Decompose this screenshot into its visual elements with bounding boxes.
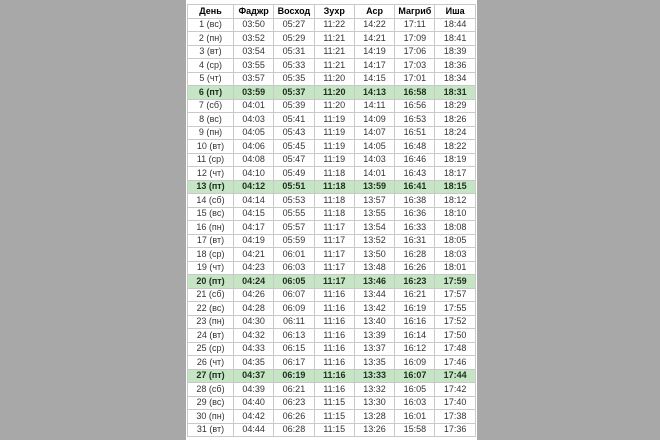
table-row bbox=[188, 72, 476, 86]
time-cell: 13:33 bbox=[354, 369, 394, 383]
time-cell: 18:39 bbox=[435, 45, 475, 59]
time-cell: 04:35 bbox=[234, 356, 274, 370]
column-header-4: Аср bbox=[354, 5, 394, 19]
time-cell: 17:57 bbox=[435, 288, 475, 302]
table-row bbox=[188, 423, 476, 437]
time-cell: 14:09 bbox=[354, 113, 394, 127]
time-cell: 06:07 bbox=[274, 288, 314, 302]
time-cell: 18:05 bbox=[435, 234, 475, 248]
table-row bbox=[188, 18, 476, 32]
time-cell: 18:19 bbox=[435, 153, 475, 167]
table-row bbox=[188, 261, 476, 275]
time-cell: 14:07 bbox=[354, 126, 394, 140]
day-cell: 21 (сб) bbox=[188, 288, 234, 302]
table-row bbox=[188, 99, 476, 113]
time-cell: 05:59 bbox=[274, 234, 314, 248]
time-cell: 11:19 bbox=[314, 113, 354, 127]
day-cell: 14 (сб) bbox=[188, 194, 234, 208]
time-cell: 17:09 bbox=[395, 32, 435, 46]
time-cell: 13:50 bbox=[354, 248, 394, 262]
time-cell: 05:41 bbox=[274, 113, 314, 127]
time-cell: 18:29 bbox=[435, 99, 475, 113]
day-cell: 31 (вт) bbox=[188, 423, 234, 437]
time-cell: 04:39 bbox=[234, 383, 274, 397]
time-cell: 16:05 bbox=[395, 383, 435, 397]
time-cell: 06:21 bbox=[274, 383, 314, 397]
time-cell: 06:11 bbox=[274, 315, 314, 329]
time-cell: 04:15 bbox=[234, 207, 274, 221]
time-cell: 18:15 bbox=[435, 180, 475, 194]
time-cell: 11:17 bbox=[314, 221, 354, 235]
time-cell: 03:54 bbox=[234, 45, 274, 59]
time-cell: 13:26 bbox=[354, 423, 394, 437]
time-cell: 05:35 bbox=[274, 72, 314, 86]
time-cell: 05:27 bbox=[274, 18, 314, 32]
time-cell: 04:37 bbox=[234, 369, 274, 383]
time-cell: 11:19 bbox=[314, 153, 354, 167]
table-row bbox=[188, 167, 476, 181]
time-cell: 06:03 bbox=[274, 261, 314, 275]
day-cell: 20 (пт) bbox=[188, 275, 234, 289]
time-cell: 11:18 bbox=[314, 194, 354, 208]
time-cell: 04:12 bbox=[234, 180, 274, 194]
time-cell: 17:52 bbox=[435, 315, 475, 329]
time-cell: 14:21 bbox=[354, 32, 394, 46]
table-row bbox=[188, 315, 476, 329]
time-cell: 03:57 bbox=[234, 72, 274, 86]
time-cell: 16:14 bbox=[395, 329, 435, 343]
time-cell: 11:15 bbox=[314, 396, 354, 410]
time-cell: 16:19 bbox=[395, 302, 435, 316]
day-cell: 15 (вс) bbox=[188, 207, 234, 221]
table-row bbox=[188, 288, 476, 302]
time-cell: 17:01 bbox=[395, 72, 435, 86]
table-row bbox=[188, 194, 476, 208]
time-cell: 17:36 bbox=[435, 423, 475, 437]
day-cell: 16 (пн) bbox=[188, 221, 234, 235]
time-cell: 04:21 bbox=[234, 248, 274, 262]
time-cell: 17:44 bbox=[435, 369, 475, 383]
time-cell: 13:37 bbox=[354, 342, 394, 356]
time-cell: 04:17 bbox=[234, 221, 274, 235]
time-cell: 18:24 bbox=[435, 126, 475, 140]
time-cell: 16:28 bbox=[395, 248, 435, 262]
time-cell: 11:15 bbox=[314, 410, 354, 424]
day-cell: 30 (пн) bbox=[188, 410, 234, 424]
table-row bbox=[188, 59, 476, 73]
time-cell: 04:44 bbox=[234, 423, 274, 437]
day-cell: 24 (вт) bbox=[188, 329, 234, 343]
time-cell: 04:26 bbox=[234, 288, 274, 302]
table-row bbox=[188, 383, 476, 397]
table-row bbox=[188, 140, 476, 154]
time-cell: 13:55 bbox=[354, 207, 394, 221]
time-cell: 17:50 bbox=[435, 329, 475, 343]
time-cell: 04:14 bbox=[234, 194, 274, 208]
time-cell: 16:56 bbox=[395, 99, 435, 113]
table-header-row bbox=[188, 5, 476, 19]
time-cell: 11:16 bbox=[314, 383, 354, 397]
time-cell: 04:40 bbox=[234, 396, 274, 410]
time-cell: 06:15 bbox=[274, 342, 314, 356]
time-cell: 03:52 bbox=[234, 32, 274, 46]
time-cell: 16:03 bbox=[395, 396, 435, 410]
time-cell: 11:16 bbox=[314, 342, 354, 356]
day-cell: 13 (пт) bbox=[188, 180, 234, 194]
time-cell: 04:32 bbox=[234, 329, 274, 343]
table-row bbox=[188, 302, 476, 316]
day-cell: 12 (чт) bbox=[188, 167, 234, 181]
time-cell: 11:19 bbox=[314, 126, 354, 140]
time-cell: 16:26 bbox=[395, 261, 435, 275]
time-cell: 18:10 bbox=[435, 207, 475, 221]
time-cell: 13:59 bbox=[354, 180, 394, 194]
time-cell: 17:46 bbox=[435, 356, 475, 370]
time-cell: 13:30 bbox=[354, 396, 394, 410]
table-row bbox=[188, 396, 476, 410]
time-cell: 18:26 bbox=[435, 113, 475, 127]
table-row-friday bbox=[188, 180, 476, 194]
time-cell: 04:33 bbox=[234, 342, 274, 356]
day-cell: 5 (чт) bbox=[188, 72, 234, 86]
time-cell: 16:58 bbox=[395, 86, 435, 100]
day-cell: 7 (сб) bbox=[188, 99, 234, 113]
time-cell: 14:22 bbox=[354, 18, 394, 32]
day-cell: 9 (пн) bbox=[188, 126, 234, 140]
time-cell: 04:03 bbox=[234, 113, 274, 127]
time-cell: 11:16 bbox=[314, 369, 354, 383]
time-cell: 13:57 bbox=[354, 194, 394, 208]
time-cell: 17:48 bbox=[435, 342, 475, 356]
time-cell: 18:34 bbox=[435, 72, 475, 86]
time-cell: 13:28 bbox=[354, 410, 394, 424]
day-cell: 11 (ср) bbox=[188, 153, 234, 167]
time-cell: 13:32 bbox=[354, 383, 394, 397]
time-cell: 04:01 bbox=[234, 99, 274, 113]
time-cell: 06:13 bbox=[274, 329, 314, 343]
time-cell: 05:57 bbox=[274, 221, 314, 235]
time-cell: 11:20 bbox=[314, 86, 354, 100]
time-cell: 17:40 bbox=[435, 396, 475, 410]
time-cell: 06:17 bbox=[274, 356, 314, 370]
day-cell: 27 (пт) bbox=[188, 369, 234, 383]
time-cell: 14:05 bbox=[354, 140, 394, 154]
time-cell: 16:01 bbox=[395, 410, 435, 424]
table-row-friday bbox=[188, 369, 476, 383]
day-cell: 29 (вс) bbox=[188, 396, 234, 410]
time-cell: 18:08 bbox=[435, 221, 475, 235]
table-row bbox=[188, 113, 476, 127]
day-cell: 3 (вт) bbox=[188, 45, 234, 59]
time-cell: 13:44 bbox=[354, 288, 394, 302]
day-cell: 1 (вс) bbox=[188, 18, 234, 32]
time-cell: 04:19 bbox=[234, 234, 274, 248]
day-cell: 4 (ср) bbox=[188, 59, 234, 73]
time-cell: 06:01 bbox=[274, 248, 314, 262]
column-header-1: Фаджр bbox=[234, 5, 274, 19]
time-cell: 14:17 bbox=[354, 59, 394, 73]
table-row bbox=[188, 234, 476, 248]
time-cell: 04:24 bbox=[234, 275, 274, 289]
time-cell: 05:51 bbox=[274, 180, 314, 194]
time-cell: 04:05 bbox=[234, 126, 274, 140]
table-row bbox=[188, 153, 476, 167]
column-header-5: Магриб bbox=[395, 5, 435, 19]
time-cell: 11:21 bbox=[314, 59, 354, 73]
time-cell: 11:17 bbox=[314, 234, 354, 248]
time-cell: 16:51 bbox=[395, 126, 435, 140]
time-cell: 16:16 bbox=[395, 315, 435, 329]
time-cell: 16:38 bbox=[395, 194, 435, 208]
time-cell: 11:18 bbox=[314, 180, 354, 194]
time-cell: 05:37 bbox=[274, 86, 314, 100]
time-cell: 11:16 bbox=[314, 302, 354, 316]
time-cell: 17:03 bbox=[395, 59, 435, 73]
time-cell: 06:23 bbox=[274, 396, 314, 410]
time-cell: 14:01 bbox=[354, 167, 394, 181]
time-cell: 04:10 bbox=[234, 167, 274, 181]
time-cell: 14:19 bbox=[354, 45, 394, 59]
time-cell: 16:07 bbox=[395, 369, 435, 383]
time-cell: 16:48 bbox=[395, 140, 435, 154]
time-cell: 06:28 bbox=[274, 423, 314, 437]
time-cell: 05:47 bbox=[274, 153, 314, 167]
time-cell: 17:38 bbox=[435, 410, 475, 424]
time-cell: 05:33 bbox=[274, 59, 314, 73]
time-cell: 17:42 bbox=[435, 383, 475, 397]
time-cell: 18:36 bbox=[435, 59, 475, 73]
time-cell: 03:55 bbox=[234, 59, 274, 73]
time-cell: 16:41 bbox=[395, 180, 435, 194]
column-header-2: Восход bbox=[274, 5, 314, 19]
time-cell: 17:59 bbox=[435, 275, 475, 289]
day-cell: 6 (пт) bbox=[188, 86, 234, 100]
table-row bbox=[188, 356, 476, 370]
time-cell: 18:12 bbox=[435, 194, 475, 208]
table-row bbox=[188, 45, 476, 59]
time-cell: 05:55 bbox=[274, 207, 314, 221]
day-cell: 18 (ср) bbox=[188, 248, 234, 262]
time-cell: 13:52 bbox=[354, 234, 394, 248]
table-row bbox=[188, 32, 476, 46]
time-cell: 16:36 bbox=[395, 207, 435, 221]
day-cell: 10 (вт) bbox=[188, 140, 234, 154]
time-cell: 13:48 bbox=[354, 261, 394, 275]
time-cell: 16:31 bbox=[395, 234, 435, 248]
time-cell: 04:42 bbox=[234, 410, 274, 424]
prayer-times-table bbox=[187, 4, 476, 437]
day-cell: 22 (вс) bbox=[188, 302, 234, 316]
time-cell: 13:54 bbox=[354, 221, 394, 235]
time-cell: 13:39 bbox=[354, 329, 394, 343]
day-cell: 19 (чт) bbox=[188, 261, 234, 275]
prayer-times-panel bbox=[186, 0, 477, 440]
time-cell: 16:53 bbox=[395, 113, 435, 127]
time-cell: 11:17 bbox=[314, 275, 354, 289]
time-cell: 16:09 bbox=[395, 356, 435, 370]
time-cell: 16:23 bbox=[395, 275, 435, 289]
time-cell: 16:33 bbox=[395, 221, 435, 235]
time-cell: 13:35 bbox=[354, 356, 394, 370]
time-cell: 04:23 bbox=[234, 261, 274, 275]
time-cell: 16:46 bbox=[395, 153, 435, 167]
time-cell: 13:42 bbox=[354, 302, 394, 316]
time-cell: 11:20 bbox=[314, 72, 354, 86]
time-cell: 16:43 bbox=[395, 167, 435, 181]
time-cell: 05:45 bbox=[274, 140, 314, 154]
time-cell: 14:03 bbox=[354, 153, 394, 167]
table-row bbox=[188, 410, 476, 424]
time-cell: 05:49 bbox=[274, 167, 314, 181]
time-cell: 18:03 bbox=[435, 248, 475, 262]
time-cell: 06:09 bbox=[274, 302, 314, 316]
time-cell: 11:16 bbox=[314, 356, 354, 370]
time-cell: 13:40 bbox=[354, 315, 394, 329]
table-row bbox=[188, 248, 476, 262]
time-cell: 03:50 bbox=[234, 18, 274, 32]
time-cell: 05:53 bbox=[274, 194, 314, 208]
time-cell: 06:19 bbox=[274, 369, 314, 383]
column-header-3: Зухр bbox=[314, 5, 354, 19]
time-cell: 17:55 bbox=[435, 302, 475, 316]
table-row bbox=[188, 207, 476, 221]
time-cell: 11:17 bbox=[314, 248, 354, 262]
time-cell: 18:17 bbox=[435, 167, 475, 181]
time-cell: 18:01 bbox=[435, 261, 475, 275]
time-cell: 18:41 bbox=[435, 32, 475, 46]
time-cell: 04:28 bbox=[234, 302, 274, 316]
time-cell: 11:18 bbox=[314, 207, 354, 221]
day-cell: 26 (чт) bbox=[188, 356, 234, 370]
time-cell: 11:16 bbox=[314, 315, 354, 329]
time-cell: 11:20 bbox=[314, 99, 354, 113]
time-cell: 14:15 bbox=[354, 72, 394, 86]
time-cell: 11:16 bbox=[314, 329, 354, 343]
time-cell: 14:11 bbox=[354, 99, 394, 113]
time-cell: 18:44 bbox=[435, 18, 475, 32]
time-cell: 17:11 bbox=[395, 18, 435, 32]
table-row bbox=[188, 342, 476, 356]
column-header-0: День bbox=[188, 5, 234, 19]
time-cell: 16:21 bbox=[395, 288, 435, 302]
time-cell: 05:43 bbox=[274, 126, 314, 140]
table-row bbox=[188, 329, 476, 343]
time-cell: 11:16 bbox=[314, 288, 354, 302]
time-cell: 15:58 bbox=[395, 423, 435, 437]
table-row-friday bbox=[188, 275, 476, 289]
day-cell: 2 (пн) bbox=[188, 32, 234, 46]
table-row bbox=[188, 221, 476, 235]
time-cell: 04:30 bbox=[234, 315, 274, 329]
time-cell: 06:26 bbox=[274, 410, 314, 424]
time-cell: 11:19 bbox=[314, 140, 354, 154]
time-cell: 05:39 bbox=[274, 99, 314, 113]
time-cell: 04:06 bbox=[234, 140, 274, 154]
time-cell: 06:05 bbox=[274, 275, 314, 289]
time-cell: 11:21 bbox=[314, 32, 354, 46]
day-cell: 23 (пн) bbox=[188, 315, 234, 329]
day-cell: 28 (сб) bbox=[188, 383, 234, 397]
time-cell: 03:59 bbox=[234, 86, 274, 100]
time-cell: 16:12 bbox=[395, 342, 435, 356]
day-cell: 25 (ср) bbox=[188, 342, 234, 356]
time-cell: 14:13 bbox=[354, 86, 394, 100]
time-cell: 11:18 bbox=[314, 167, 354, 181]
time-cell: 05:31 bbox=[274, 45, 314, 59]
time-cell: 18:31 bbox=[435, 86, 475, 100]
day-cell: 8 (вс) bbox=[188, 113, 234, 127]
time-cell: 11:15 bbox=[314, 423, 354, 437]
time-cell: 05:29 bbox=[274, 32, 314, 46]
table-row bbox=[188, 126, 476, 140]
table-row-friday bbox=[188, 86, 476, 100]
time-cell: 13:46 bbox=[354, 275, 394, 289]
time-cell: 11:21 bbox=[314, 45, 354, 59]
time-cell: 11:22 bbox=[314, 18, 354, 32]
day-cell: 17 (вт) bbox=[188, 234, 234, 248]
time-cell: 11:17 bbox=[314, 261, 354, 275]
time-cell: 18:22 bbox=[435, 140, 475, 154]
time-cell: 04:08 bbox=[234, 153, 274, 167]
time-cell: 17:06 bbox=[395, 45, 435, 59]
column-header-6: Иша bbox=[435, 5, 475, 19]
